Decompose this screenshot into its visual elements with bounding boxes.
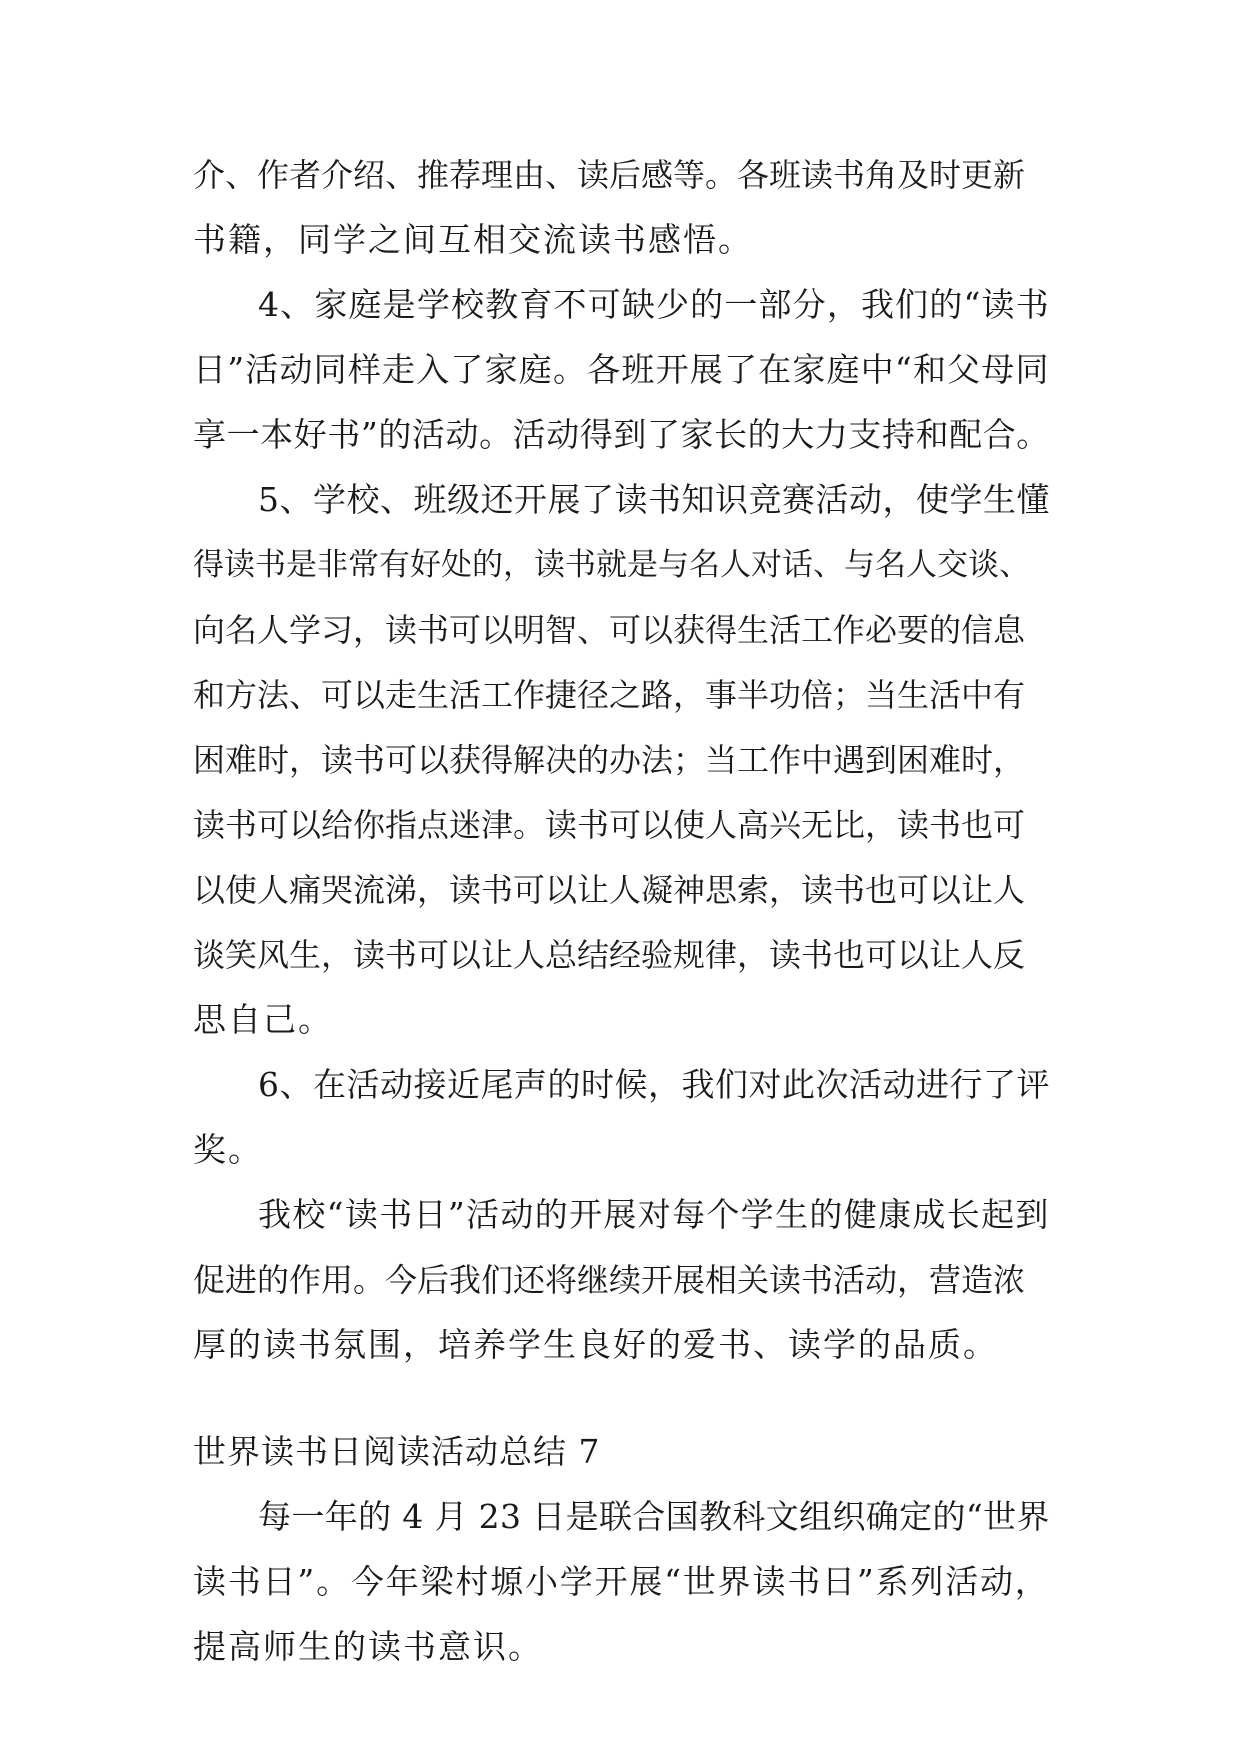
paragraph-line: 6、在活动接近尾声的时候，我们对此次活动进行了评 (258, 1065, 1050, 1104)
section-heading: 世界读书日阅读活动总结 7 (193, 1432, 601, 1471)
paragraph-line: 思自己。 (193, 1000, 333, 1039)
paragraph-line: 得读书是非常有好处的，读书就是与名人对话、与名人交谈、 (193, 547, 1030, 583)
paragraph-line: 介、作者介绍、推荐理由、读后感等。各班读书角及时更新 (193, 156, 1026, 194)
paragraph-line: 读书日”。今年梁村塬小学开展“世界读书日”系列活动， (193, 1562, 1050, 1601)
paragraph-line: 和方法、可以走生活工作捷径之路，事半功倍；当生活中有 (193, 676, 1026, 714)
paragraph-line: 我校“读书日”活动的开展对每个学生的健康成长起到 (258, 1195, 1050, 1234)
paragraph-line: 读书可以给你指点迷津。读书可以使人高兴无比，读书也可 (193, 806, 1026, 844)
paragraph-line: 书籍，同学之间互相交流读书感悟。 (193, 220, 753, 259)
paragraph-line: 向名人学习，读书可以明智、可以获得生活工作必要的信息 (193, 611, 1026, 649)
paragraph-line: 困难时，读书可以获得解决的办法；当工作中遇到困难时， (193, 741, 1026, 779)
paragraph-line: 促进的作用。今后我们还将继续开展相关读书活动，营造浓 (193, 1261, 1026, 1299)
paragraph-line: 5、学校、班级还开展了读书知识竞赛活动，使学生懂 (258, 480, 1050, 519)
paragraph-line: 提高师生的读书意识。 (193, 1627, 543, 1666)
paragraph-line: 谈笑风生，读书可以让人总结经验规律，读书也可以让人反 (193, 936, 1026, 974)
paragraph-line: 日”活动同样走入了家庭。各班开展了在家庭中“和父母同 (193, 350, 1050, 389)
paragraph-line: 每一年的 4 月 23 日是联合国教科文组织确定的“世界 (258, 1497, 1050, 1536)
paragraph-line: 4、家庭是学校教育不可缺少的一部分，我们的“读书 (258, 285, 1050, 324)
paragraph-line: 奖。 (193, 1130, 263, 1169)
paragraph-line: 以使人痛哭流涕，读书可以让人凝神思索，读书也可以让人 (193, 871, 1026, 909)
paragraph-line: 厚的读书氛围，培养学生良好的爱书、读学的品质。 (193, 1325, 998, 1364)
paragraph-line: 享一本好书”的活动。活动得到了家长的大力支持和配合。 (193, 415, 1050, 454)
